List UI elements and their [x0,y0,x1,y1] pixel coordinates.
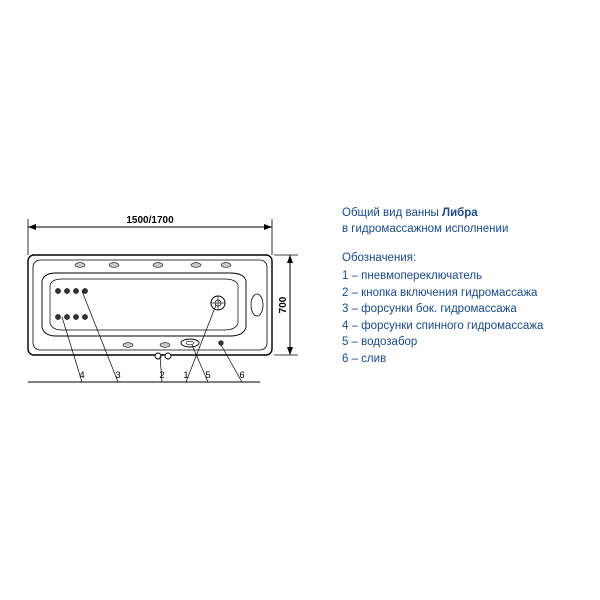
dimension-top [28,215,272,255]
water-intake [181,339,199,347]
callout-label-5: 5 [205,370,211,381]
drain [219,341,224,346]
legend-title-model: Либра [442,207,478,219]
callout-label-6: 6 [239,370,245,381]
legend-title-text: Общий вид ванны [342,207,443,219]
callout-label-1: 1 [183,370,189,381]
legend-title-line2: в гидромассажном исполнении [342,223,509,235]
pneumatic-switch [211,296,225,310]
legend-subtitle: Обозначения: [342,252,417,264]
bath-drawing-svg [10,195,330,400]
dimension-right [274,255,298,355]
callout-label-3: 3 [115,370,121,381]
legend-item: 2 – кнопка включения гидромассажа [342,286,538,299]
bath-diagram [10,195,330,400]
legend-title [342,205,592,237]
callout-label-4: 4 [79,370,85,381]
dimension-right-label: 700 [278,296,289,314]
legend-item: 6 – слив [342,352,387,365]
legend-items-list [342,268,592,367]
dimension-top-label: 1500/1700 [126,215,174,226]
legend-item: 5 – водозабор [342,336,418,348]
legend-item: 4 – форсунки спинного гидромассажа [342,319,544,332]
callout-label-2: 2 [159,370,165,381]
bath-seat-area [251,294,263,316]
legend-panel [342,205,592,367]
legend-item: 3 – форсунки бок. гидромассажа [342,303,517,315]
legend-item: 1 – пневмопереключатель [342,270,483,282]
